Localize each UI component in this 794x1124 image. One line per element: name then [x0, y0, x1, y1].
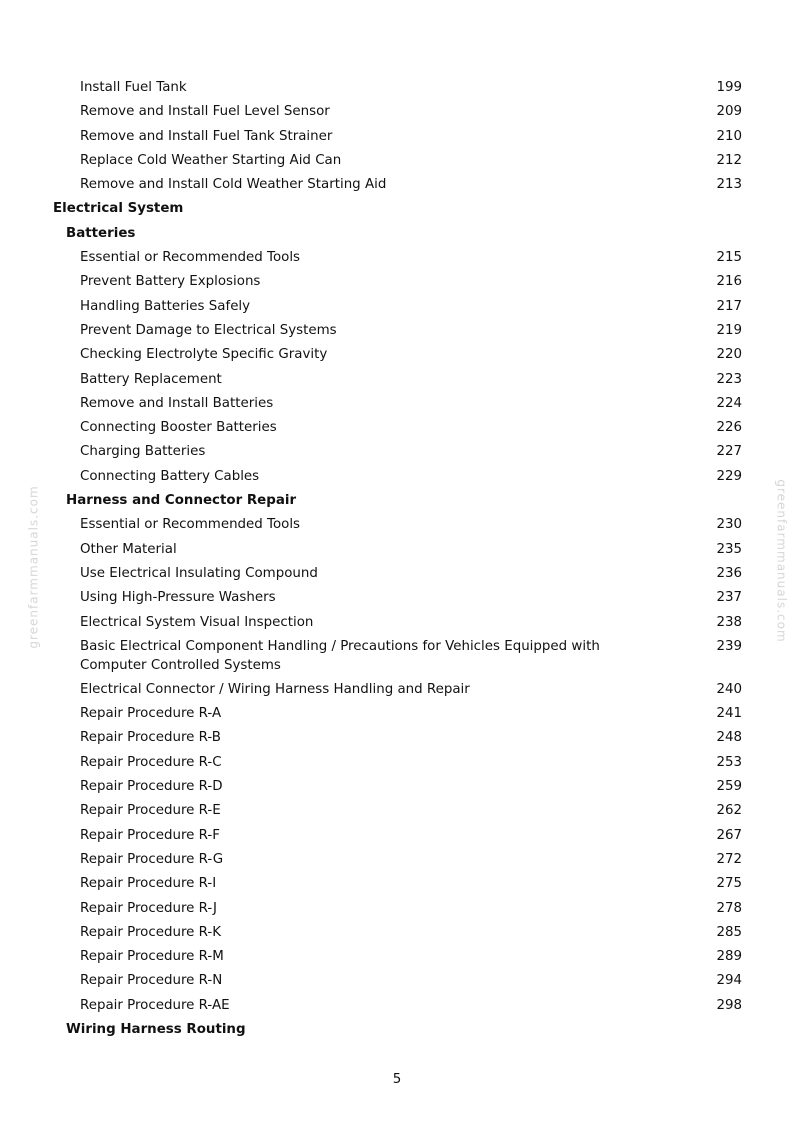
toc-entry-page: 224 — [716, 395, 742, 411]
toc-entry-page: 227 — [716, 444, 742, 460]
toc-entry[interactable] — [0, 586, 794, 610]
toc-entry-page: 237 — [716, 590, 742, 606]
toc-entry-page: 213 — [716, 177, 742, 193]
toc-entry[interactable] — [0, 775, 794, 799]
toc-entry[interactable] — [0, 611, 794, 635]
toc-entry-title: Prevent Battery Explosions — [80, 274, 261, 290]
page-number: 5 — [392, 1072, 402, 1087]
toc-entry[interactable] — [0, 343, 794, 367]
toc-entry[interactable] — [0, 465, 794, 489]
toc-entry-title: Harness and Connector Repair — [66, 493, 297, 509]
toc-entry-page: 219 — [716, 322, 742, 338]
toc-entry[interactable] — [0, 872, 794, 896]
toc-entry-page: 278 — [716, 900, 742, 916]
toc-entry[interactable] — [0, 368, 794, 392]
toc-entry[interactable] — [0, 440, 794, 464]
toc-entry-title: Repair Procedure R-G — [80, 851, 224, 867]
toc-entry[interactable] — [0, 246, 794, 270]
toc-entry-page: 212 — [716, 152, 742, 168]
toc-entry-page: 275 — [716, 876, 742, 892]
toc-entry-title: Repair Procedure R-E — [80, 803, 221, 819]
toc-entry[interactable] — [0, 513, 794, 537]
toc-entry-title: Use Electrical Insulating Compound — [80, 565, 318, 581]
toc-entry-title: Remove and Install Fuel Tank Strainer — [80, 128, 333, 144]
toc-entry-page: 240 — [716, 681, 742, 697]
toc-entry-page: 199 — [716, 80, 742, 95]
toc-entry-page: 236 — [716, 565, 742, 581]
toc-section[interactable] — [0, 197, 794, 221]
toc-entry[interactable] — [0, 897, 794, 921]
toc-subsection[interactable] — [0, 1018, 794, 1042]
toc-entry-page: 248 — [716, 730, 742, 746]
toc-entry-title: Repair Procedure R-AE — [80, 997, 230, 1013]
toc-entry-title: Repair Procedure R-D — [80, 779, 223, 795]
toc-subsection[interactable] — [0, 222, 794, 246]
toc-entry[interactable] — [0, 726, 794, 750]
toc-entry-title: Other Material — [80, 541, 177, 557]
toc-entry-page: 226 — [716, 420, 742, 436]
toc-entry[interactable] — [0, 751, 794, 775]
toc-entry-title: Charging Batteries — [80, 444, 206, 460]
toc-entry-title: Repair Procedure R-M — [80, 949, 224, 965]
toc-entry-page: 241 — [716, 706, 742, 722]
toc-entry[interactable] — [0, 678, 794, 702]
toc-entry-title: Repair Procedure R-I — [80, 876, 217, 892]
toc-entry[interactable] — [0, 945, 794, 969]
toc-entry-page: 253 — [716, 754, 742, 770]
toc-entry[interactable] — [0, 848, 794, 872]
toc-entry-title: Handling Batteries Safely — [80, 298, 251, 314]
toc-entry-page: 294 — [716, 973, 742, 989]
toc-entry[interactable] — [0, 416, 794, 440]
toc-entry-page: 289 — [716, 949, 742, 965]
toc-entry-page: 230 — [716, 517, 742, 533]
toc-entry[interactable] — [0, 125, 794, 149]
toc-entry-title: Electrical Connector / Wiring Harness Handling and Repair — [80, 681, 470, 697]
toc-entry-page: 209 — [716, 104, 742, 120]
toc-entry-title: Repair Procedure R-N — [80, 973, 223, 989]
toc-entry-title: Repair Procedure R-C — [80, 754, 222, 770]
watermark-left: greenfarmmanuals.com — [26, 485, 41, 649]
toc-entry-page: 238 — [716, 614, 742, 630]
toc-entry[interactable] — [0, 562, 794, 586]
toc-entry-page: 210 — [716, 128, 742, 144]
toc-entry-page: 298 — [716, 997, 742, 1013]
toc-entry-page: 217 — [716, 298, 742, 314]
toc-entry[interactable] — [0, 921, 794, 945]
toc-entry[interactable] — [0, 100, 794, 124]
toc-entry-page: 223 — [716, 371, 742, 387]
toc-entry-page: 267 — [716, 827, 742, 843]
toc-entry-title: Repair Procedure R-J — [80, 900, 217, 916]
toc-entry-title: Remove and Install Cold Weather Starting Aid — [80, 177, 387, 193]
toc-entry-title: Essential or Recommended Tools — [80, 517, 301, 533]
table-of-contents — [0, 76, 794, 1042]
toc-entry-title: Repair Procedure R-F — [80, 827, 220, 843]
toc-entry-title: Remove and Install Batteries — [80, 395, 274, 411]
toc-entry[interactable] — [0, 270, 794, 294]
toc-entry-title: Basic Electrical Component Handling / Precautions for Vehicles Equipped with Computer Controlled Systems — [80, 638, 600, 673]
toc-entry[interactable] — [0, 799, 794, 823]
toc-entry-title: Replace Cold Weather Starting Aid Can — [80, 152, 342, 168]
toc-entry[interactable] — [0, 173, 794, 197]
toc-entry[interactable] — [0, 149, 794, 173]
toc-entry[interactable] — [0, 702, 794, 726]
toc-entry[interactable] — [0, 538, 794, 562]
toc-entry-title: Repair Procedure R-K — [80, 924, 222, 940]
toc-entry-page: 239 — [716, 638, 742, 654]
toc-entry[interactable] — [0, 319, 794, 343]
toc-entry-title: Connecting Booster Batteries — [80, 420, 277, 436]
toc-entry-page: 229 — [716, 468, 742, 484]
toc-entry[interactable] — [0, 969, 794, 993]
toc-entry-title: Repair Procedure R-A — [80, 706, 222, 722]
toc-entry-title: Repair Procedure R-B — [80, 730, 221, 746]
toc-entry-page: 262 — [716, 803, 742, 819]
toc-entry-page: 220 — [716, 347, 742, 363]
toc-entry-page: 216 — [716, 274, 742, 290]
toc-entry-title: Prevent Damage to Electrical Systems — [80, 322, 337, 338]
toc-entry-page: 259 — [716, 779, 742, 795]
toc-entry-title: Checking Electrolyte Specific Gravity — [80, 347, 328, 363]
toc-entry-page: 285 — [716, 924, 742, 940]
toc-subsection[interactable] — [0, 489, 794, 513]
toc-entry-page: 235 — [716, 541, 742, 557]
toc-entry-page: 215 — [716, 250, 742, 266]
toc-entry-title: Battery Replacement — [80, 371, 222, 387]
toc-entry-title: Remove and Install Fuel Level Sensor — [80, 104, 330, 120]
toc-entry-title: Batteries — [66, 225, 136, 241]
toc-entry[interactable] — [0, 635, 794, 678]
toc-entry[interactable] — [0, 392, 794, 416]
watermark-right: greenfarmmanuals.com — [774, 479, 789, 643]
toc-entry[interactable] — [0, 295, 794, 319]
toc-entry-title: Connecting Battery Cables — [80, 468, 260, 484]
toc-entry[interactable] — [0, 994, 794, 1018]
toc-entry-title: Using High-Pressure Washers — [80, 590, 276, 606]
toc-entry-page: 272 — [716, 851, 742, 867]
toc-entry-title: Essential or Recommended Tools — [80, 250, 301, 266]
toc-entry[interactable] — [0, 824, 794, 848]
toc-entry-title: Electrical System — [53, 201, 184, 217]
toc-entry-title: Install Fuel Tank — [80, 80, 187, 95]
toc-entry-title: Electrical System Visual Inspection — [80, 614, 314, 630]
toc-entry-title: Wiring Harness Routing — [66, 1021, 246, 1037]
toc-entry[interactable] — [0, 76, 794, 100]
